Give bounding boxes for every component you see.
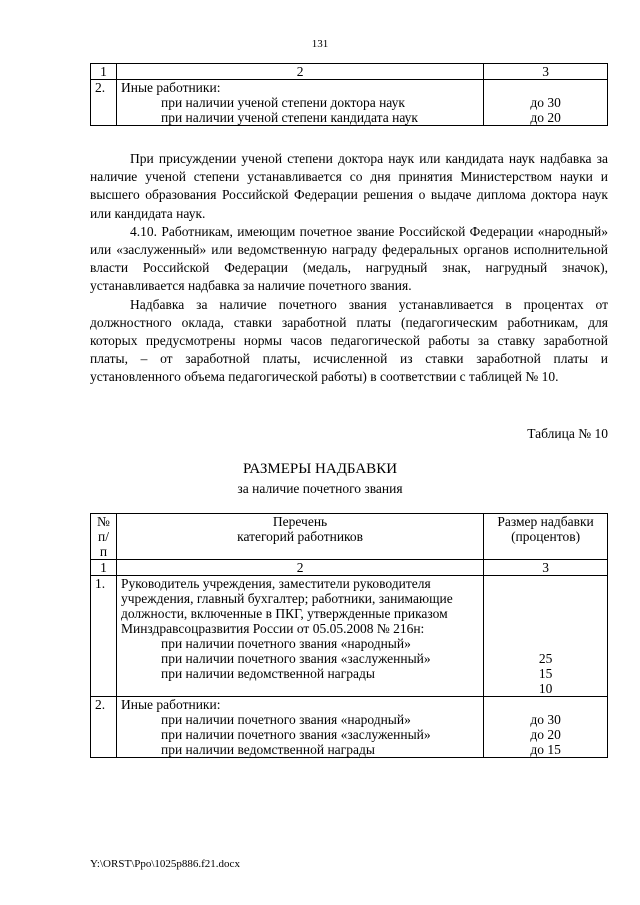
row-number: 1. xyxy=(91,576,117,697)
header-number xyxy=(91,514,117,560)
header-size xyxy=(484,514,608,560)
row-item-value: 10 xyxy=(538,681,553,696)
col-number-1: 1 xyxy=(91,560,117,576)
header-size-line2: (процентов) xyxy=(511,529,581,544)
row-title: Иные работники: xyxy=(120,80,221,95)
row-item-label: при наличии почетного звания «народный» xyxy=(160,636,411,651)
row-item-label: при наличии почетного звания «заслуженный» xyxy=(160,727,431,742)
row-values xyxy=(484,697,608,758)
main-table xyxy=(90,513,608,758)
paragraph: Надбавка за наличие почетного звания устанавливается в процентах от должностного оклада, ставки заработной платы (педагогическим работникам, для которых предусмотрены нормы часов педагогической работы за ставку заработной платы, – от заработной платы, исчисленной из ставки заработной платы и установленного объема педагогической работы) в соответствии с таблицей № 10. xyxy=(90,296,608,385)
table-header-row xyxy=(91,64,608,80)
col-number-2: 2 xyxy=(116,560,483,576)
row-item-value: до 30 xyxy=(530,95,561,110)
header-list-line1: Перечень xyxy=(272,514,328,529)
row-item-value: до 30 xyxy=(530,712,561,727)
col-number-3: 3 xyxy=(484,64,608,80)
row-item-label: при наличии ведомственной награды xyxy=(160,666,375,681)
col-number-2: 2 xyxy=(116,64,483,80)
row-item-label: при наличии ученой степени доктора наук xyxy=(160,95,405,110)
body-text xyxy=(90,150,608,387)
row-values xyxy=(484,576,608,697)
header-size-line1: Размер надбавки xyxy=(497,514,594,529)
table-label: Таблица № 10 xyxy=(527,426,608,441)
header-number-line1: № xyxy=(97,514,110,529)
table-header-row xyxy=(91,514,608,560)
paragraph: 4.10. Работникам, имеющим почетное звание Российской Федерации «народный» или «заслуженный» или ведомственную награду федеральных органов исполнительной власти Российской Федерации (медаль, нагрудный знак, нагрудный значок), устанавливается надбавка за наличие почетного звания. xyxy=(90,223,608,294)
table-row xyxy=(91,80,608,126)
row-title: Иные работники: xyxy=(120,697,221,712)
col-number-3: 3 xyxy=(484,560,608,576)
row-number: 2. xyxy=(91,697,117,758)
row-item-label: при наличии почетного звания «заслуженный» xyxy=(160,651,431,666)
paragraph: При присуждении ученой степени доктора наук или кандидата наук надбавка за наличие ученой степени устанавливается со дня принятия Министерством науки и высшего образования Российской Федерации решения о выдаче диплома доктора наук или кандидата наук. xyxy=(90,151,608,221)
header-list-line2: категорий работников xyxy=(237,529,364,544)
column-number-row xyxy=(91,560,608,576)
row-content xyxy=(116,697,483,758)
row-title: Руководитель учреждения, заместители руководителя учреждения, главный бухгалтер; работники, занимающие должности, включенные в ПКГ, утвержденные приказом Минздравсоцразвития России от 05.05.2008 № 216н: xyxy=(120,576,453,636)
row-content xyxy=(116,80,483,126)
top-table xyxy=(90,63,608,126)
row-item-value: до 15 xyxy=(530,742,561,757)
row-number: 2. xyxy=(91,80,117,126)
row-item-value: до 20 xyxy=(530,727,561,742)
page-number: 131 xyxy=(311,38,329,50)
row-item-label: при наличии ученой степени кандидата наук xyxy=(160,110,418,125)
table-title: РАЗМЕРЫ НАДБАВКИ xyxy=(242,461,398,477)
row-item-value: 15 xyxy=(538,666,553,681)
row-item-value: до 20 xyxy=(530,110,561,125)
row-content xyxy=(116,576,483,697)
footer-file-path: Y:\ORST\Ppo\1025p886.f21.docx xyxy=(90,858,240,870)
row-item-value: 25 xyxy=(538,651,553,666)
row-item-label: при наличии почетного звания «народный» xyxy=(160,712,411,727)
col-number-1: 1 xyxy=(91,64,117,80)
header-list xyxy=(116,514,483,560)
table-subtitle: за наличие почетного звания xyxy=(237,481,403,496)
row-item-label: при наличии ведомственной награды xyxy=(160,742,375,757)
header-number-line2: п/п xyxy=(98,529,109,559)
table-row xyxy=(91,576,608,697)
row-values xyxy=(484,80,608,126)
table-row xyxy=(91,697,608,758)
